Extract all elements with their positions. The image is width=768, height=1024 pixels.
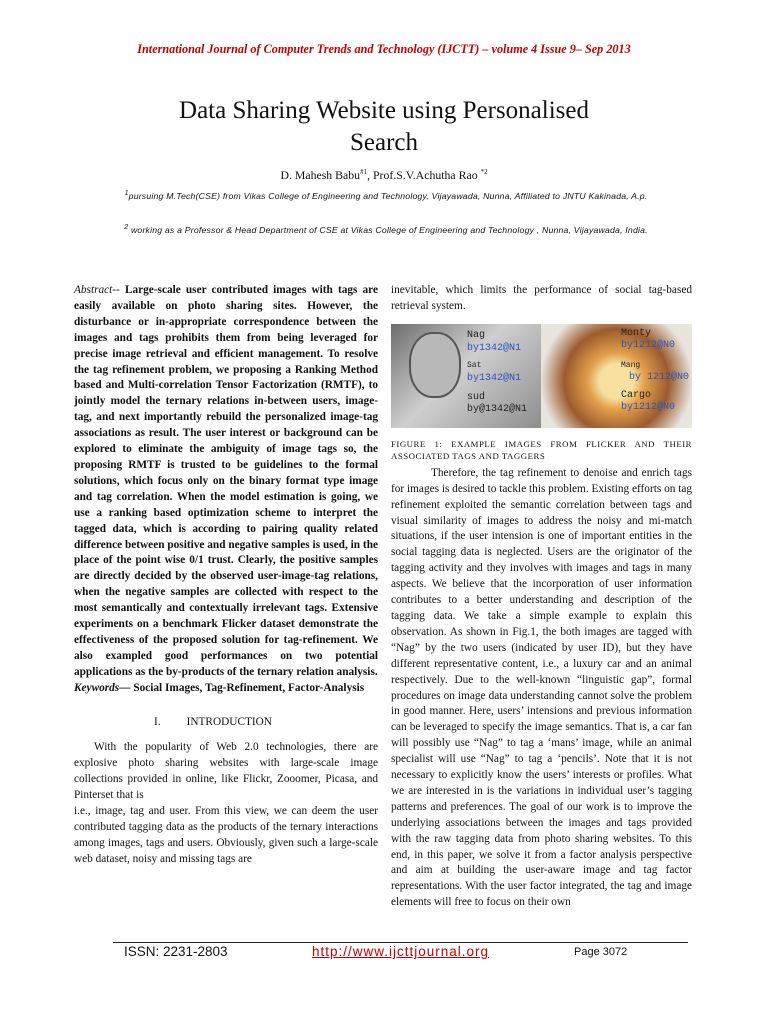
figure-tagger: by 1212@N0 — [629, 371, 690, 383]
author-separator: , Prof.S.V.Achutha Rao — [367, 168, 481, 182]
authors — [0, 168, 768, 183]
abstract-label: Abstract-- — [74, 284, 125, 296]
footer-page-number: Page 3072 — [574, 946, 628, 958]
person-face-shape — [409, 332, 461, 398]
footer-url-link[interactable]: http://www.ijcttjournal.org — [312, 944, 490, 959]
figure-tag: Mang — [621, 360, 641, 370]
right-top-paragraph: inevitable, which limits the performance of social tag-based retrieval system. — [391, 284, 692, 312]
title-line-1: Data Sharing Website using Personalised — [179, 97, 589, 124]
affiliation-1-text: pursuing M.Tech(CSE) from Vikas College of Engineering and Technology, Vijayawada, Nunna, Affiliated to JNTU Kakinada, A.p. — [128, 190, 648, 201]
figure-tagger: by1342@N1 — [467, 342, 522, 354]
left-column — [74, 283, 378, 868]
figure-tag: Cargo — [621, 389, 652, 401]
keywords-label: Keywords— — [74, 681, 134, 694]
author-2-sup: *2 — [480, 168, 488, 177]
figure-tag: Nag — [467, 329, 486, 341]
section-title: INTRODUCTION — [186, 715, 272, 728]
affiliation-1-sup: 1 — [124, 190, 129, 197]
affiliation-1 — [112, 188, 660, 202]
figure-tagger: by1212@N0 — [621, 339, 676, 351]
abstract-text: Large-scale user contributed images with tags are easily available on photo sharing sites. However, the disturbance or in-appropriate correspondence between the images and tags prohibits them from being leveraged for precise image retrieval and efficient management. To resolve the tag refinement problem, we proposing a Ranking Method based and Multi-correlation Tensor Factorization (RMTF), to jointly model the ternary relations in-between users, image-tag, and next importantly rebuild the personalized image-tag associations as result. The user interest or background can be explored to eliminate the ambiguity of image tags so, the proposing RMTF is trusted to be guidelines to the formal solutions, which focus only on the binary format type image and tag correlation. When the model estimation is going, we use a ranking based optimization scheme to interpret the tagged data, which is according to pairing quality related difference between positive and negative samples is used, in the place of the point wise 0/1 trust. Clearly, the positive samples are directly decided by the observed user-image-tag relations, when the negative samples are collected with respect to the most semantically and contextually irrelevant tags. Extensive experiments on a benchmark Flicker dataset demonstrate the effectiveness of the proposed solution for tag-refinement. We also exampled good performances on two potential applications as the by-products of the ternary relation analysis. — [74, 284, 378, 678]
right-body-paragraph: Therefore, the tag refinement to denoise and enrich tags for images is desired to tackle this problem. Existing efforts on tag refinement exploited the semantic correlation between tags and visual similarity of images to address the noisy and mi-match situations, if the user intension is one of important entities in the social tagging data is neglected. Users are the originator of the tagging activity and they involves with images and tags in many aspects. We believe that the incorporation of user information contributes to a better understanding and description of the tagging data. We take a simple example to explain this observation. As shown in Fig.1, the both images are tagged with “Nag” by the two users (indicated by user ID), but they have different representative content, i.e., a luxury car and an animal respectively. Due to the well-known “linguistic gap”, formal procedures on image data understanding cannot solve the problem in good manner. Here, users’ intensions and previous information can be leveraged to specify the image semantics. That is, a car fan will possibly use “Nag” to tag a ‘mans’ image, while an animal specialist will use “Nag” to tag a ‘pencils’. Note that it is not necessary to explicitly know the users’ interests or profiles. What we are interested in is the variations in individual user’s tagging patterns and preferences. The goal of our work is to improve the underlying associations between the images and tags provided with the raw tagging data from photo sharing websites. To this end, in this paper, we solve it from a factor analysis perspective and aim at building the user-aware image and tag factor representations. With the user factor integrated, the tag and image elements will free to focus on their own — [391, 466, 692, 909]
author-1-sup: #1 — [360, 168, 368, 177]
abstract — [74, 283, 378, 681]
intro-paragraph-2: i.e., image, tag and user. From this view, we can deem the user contributed tagging data as the products of the ternary interactions among images, tags and users. Obviously, given such a large-scale web dataset, noisy and missing tags are — [74, 805, 378, 865]
title-line-2: Search — [349, 129, 419, 156]
affiliation-2-sup: 2 — [124, 224, 129, 231]
figure-1-image — [391, 324, 692, 428]
intro-paragraph-1: With the popularity of Web 2.0 technologies, there are explosive photo sharing websites with large-scale image collections provided in online, like Flickr, Zooomer, Picasa, and Pinterset that is — [74, 741, 378, 802]
footer-issn: ISSN: 2231-2803 — [124, 944, 228, 959]
figure-tag: Sat — [467, 360, 482, 370]
keywords-text: Social Images, Tag-Refinement, Factor-Analysis — [133, 681, 365, 694]
section-heading — [74, 715, 378, 731]
figure-tagger: by@1342@N1 — [467, 403, 528, 415]
footer-rule — [113, 942, 688, 943]
figure-tagger: by1342@N1 — [467, 372, 522, 384]
section-number: I. — [154, 715, 161, 728]
affiliation-2-text: working as a Professor & Head Department of CSE at Vikas College of Engineering and Technology , Nunna, Vijayawada, India. — [128, 224, 648, 235]
figure-tag: Monty — [621, 327, 652, 339]
journal-header: International Journal of Computer Trends and Technology (IJCTT) – volume 4 Issue 9– Sep 2013 — [137, 42, 631, 56]
paper-title — [60, 95, 708, 159]
figure-tag: sud — [467, 391, 486, 403]
affiliation-2 — [112, 222, 660, 236]
figure-caption: FIGURE 1: EXAMPLE IMAGES FROM FLICKER AND THEIR ASSOCIATED TAGS AND TAGGERS — [391, 438, 692, 461]
keywords — [74, 681, 378, 697]
figure-tagger: by1212@N0 — [621, 401, 676, 413]
author-1: D. Mahesh Babu — [280, 168, 361, 182]
right-column — [391, 283, 692, 911]
